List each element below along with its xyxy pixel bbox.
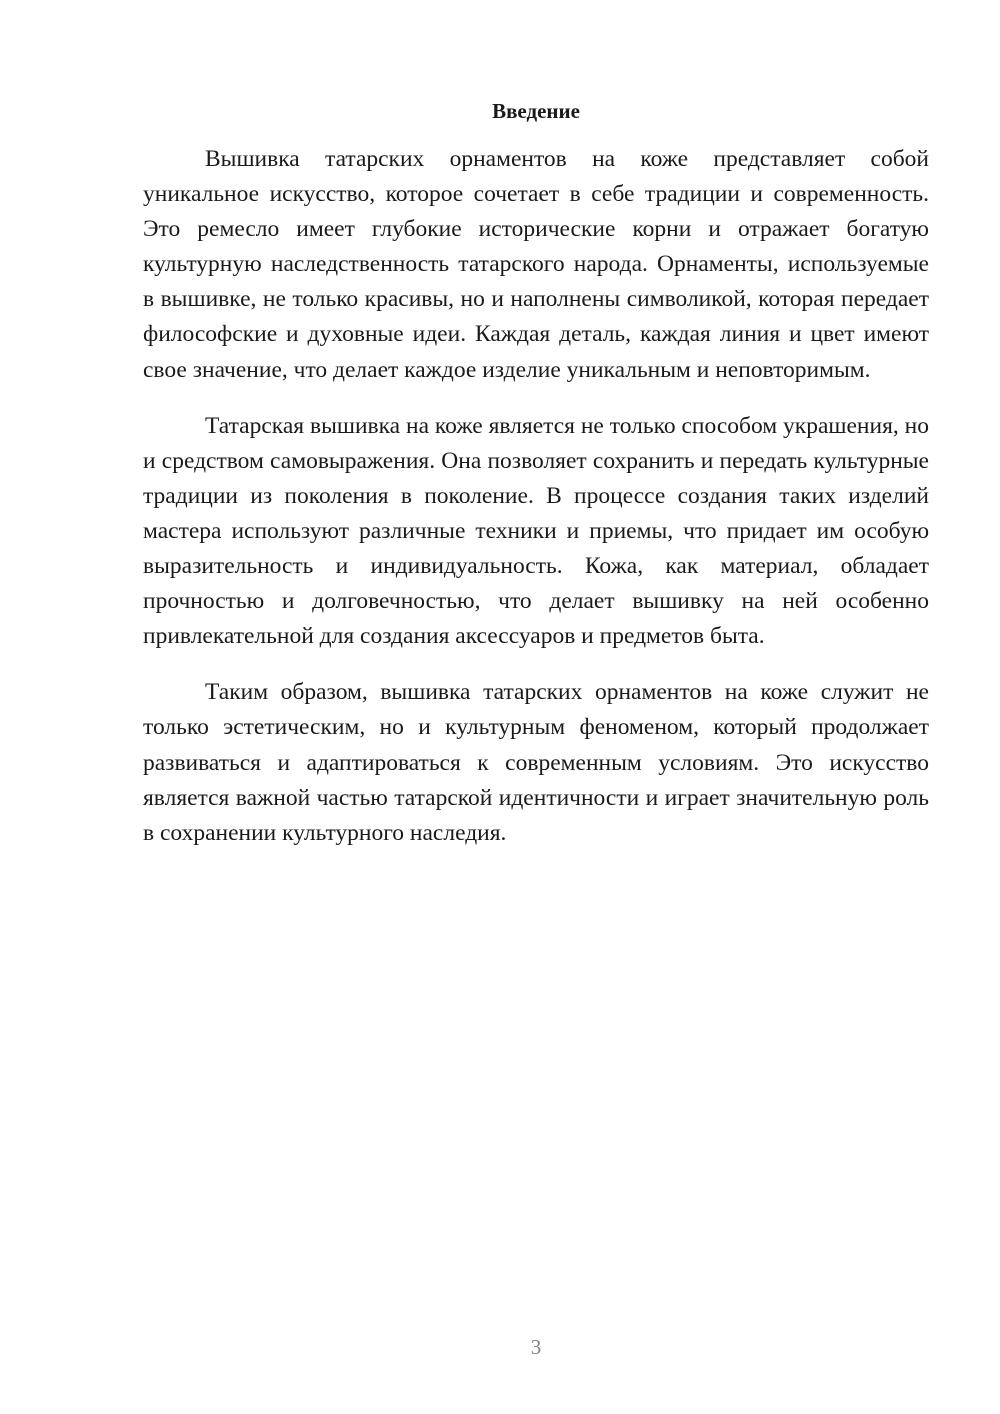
- section-heading: Введение: [492, 99, 580, 123]
- body-text: [143, 142, 929, 872]
- paragraph-conclusion: Таким образом, вышивка татарских орнаментов на коже служит не только эстетическим, но и культурным феноменом, который продолжает развиваться и адаптироваться к современным условиям. Это искусство является важной частью татарской идентичности и играет значительную роль в сохранении культурного наследия.: [143, 679, 929, 846]
- paragraph-self-expression: Татарская вышивка на коже является не только способом украшения, но и средством самовыражения. Она позволяет сохранить и передать культурные традиции из поколения в поколение. В процессе создания таких изделий мастера используют различные техники и приемы, что придает им особую выразительность и индивидуальность. Кожа, как материал, обладает прочностью и долговечностью, что делает вышивку на ней особенно привлекательной для создания аксессуаров и предметов быта.: [143, 412, 929, 650]
- paragraph-intro: Вышивка татарских орнаментов на коже представляет собой уникальное искусство, которое сочетает в себе традиции и современность. Это ремесло имеет глубокие исторические корни и отражает богатую культурную наследственность татарского народа. Орнаменты, используемые в вышивке, не только красивы, но и наполнены символикой, которая передает философские и духовные идеи. Каждая деталь, каждая линия и цвет имеют свое значение, что делает каждое изделие уникальным и неповторимым.: [143, 146, 929, 383]
- page-number: 3: [530, 1335, 542, 1359]
